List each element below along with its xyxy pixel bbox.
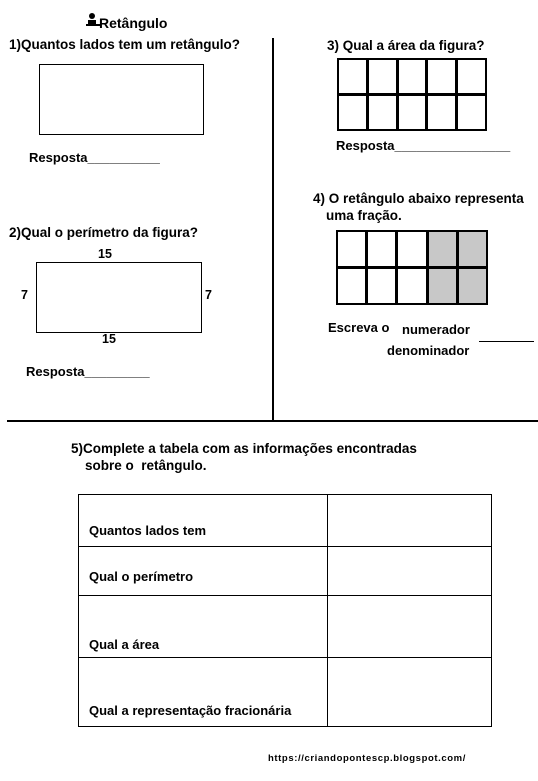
table-row xyxy=(79,546,491,595)
q2-bottom-length: 15 xyxy=(102,332,116,346)
grid-cell xyxy=(428,60,455,93)
table-row-label: Qual a área xyxy=(89,637,160,652)
grid-cell xyxy=(398,269,425,303)
table-answer-cell[interactable] xyxy=(329,547,491,595)
table-row-label: Qual o perímetro xyxy=(89,569,194,584)
table-row xyxy=(79,595,491,657)
table-answer-cell[interactable] xyxy=(329,658,491,726)
question-5-rectangle-word: retângulo xyxy=(141,458,203,473)
q2-right-length: 7 xyxy=(205,288,212,302)
grid-cell xyxy=(398,232,425,266)
grid-cell-shaded xyxy=(429,269,456,303)
question-3: 3) Qual a área da figura? xyxy=(327,38,485,53)
grid-cell xyxy=(338,269,365,303)
grid-cell-shaded xyxy=(429,232,456,266)
grid-cell xyxy=(428,96,455,129)
q2-top-length: 15 xyxy=(98,247,112,261)
footer-url[interactable]: https://criandopontescp.blogspot.com/ xyxy=(268,753,466,764)
horizontal-divider xyxy=(7,420,538,422)
q2-answer-field[interactable]: Resposta_________ xyxy=(26,364,150,379)
q3-area-grid xyxy=(337,58,487,131)
q3-answer-field[interactable]: Resposta________________ xyxy=(336,138,511,153)
table-row-label: Quantos lados tem xyxy=(89,523,207,538)
grid-cell xyxy=(399,60,426,93)
table-row xyxy=(79,657,491,726)
grid-cell xyxy=(369,60,396,93)
person-at-desk-icon xyxy=(86,12,100,28)
grid-cell xyxy=(338,232,365,266)
grid-cell xyxy=(339,60,366,93)
q4-numerator-label: numerador xyxy=(402,322,470,337)
question-1: 1)Quantos lados tem um retângulo? xyxy=(9,37,241,52)
question-5-line-2 xyxy=(85,457,207,475)
question-4-line-1: 4) O retângulo abaixo representa xyxy=(313,191,524,206)
q2-rectangle xyxy=(36,262,202,333)
grid-cell xyxy=(399,96,426,129)
q1-rectangle xyxy=(39,64,204,135)
table-row xyxy=(79,495,491,546)
table-answer-cell[interactable] xyxy=(329,495,491,546)
q4-write-label: Escreva o xyxy=(328,320,390,335)
table-answer-cell[interactable] xyxy=(329,596,491,657)
grid-cell xyxy=(368,232,395,266)
grid-cell xyxy=(458,60,485,93)
table-row-label: Qual a representação fracionária xyxy=(89,703,292,718)
question-5-text: sobre o xyxy=(85,458,134,473)
grid-cell-shaded xyxy=(459,232,486,266)
vertical-divider xyxy=(272,38,274,420)
q1-answer-field[interactable]: Resposta__________ xyxy=(29,150,160,165)
grid-cell xyxy=(369,96,396,129)
question-5-period: . xyxy=(202,458,207,473)
grid-cell xyxy=(339,96,366,129)
q4-denominator-label: denominador xyxy=(387,343,470,358)
grid-cell-shaded xyxy=(459,269,486,303)
grid-cell xyxy=(368,269,395,303)
question-2: 2)Qual o perímetro da figura? xyxy=(9,225,199,240)
question-4-line-2: uma fração. xyxy=(326,208,402,223)
grid-cell xyxy=(458,96,485,129)
question-5-line-1: 5)Complete a tabela com as informações encontradas xyxy=(71,441,417,456)
q4-fraction-grid xyxy=(336,230,488,305)
summary-table xyxy=(78,494,492,727)
page-title: Retângulo xyxy=(99,15,168,31)
q4-answer-line[interactable] xyxy=(479,341,534,342)
q2-left-length: 7 xyxy=(21,288,28,302)
